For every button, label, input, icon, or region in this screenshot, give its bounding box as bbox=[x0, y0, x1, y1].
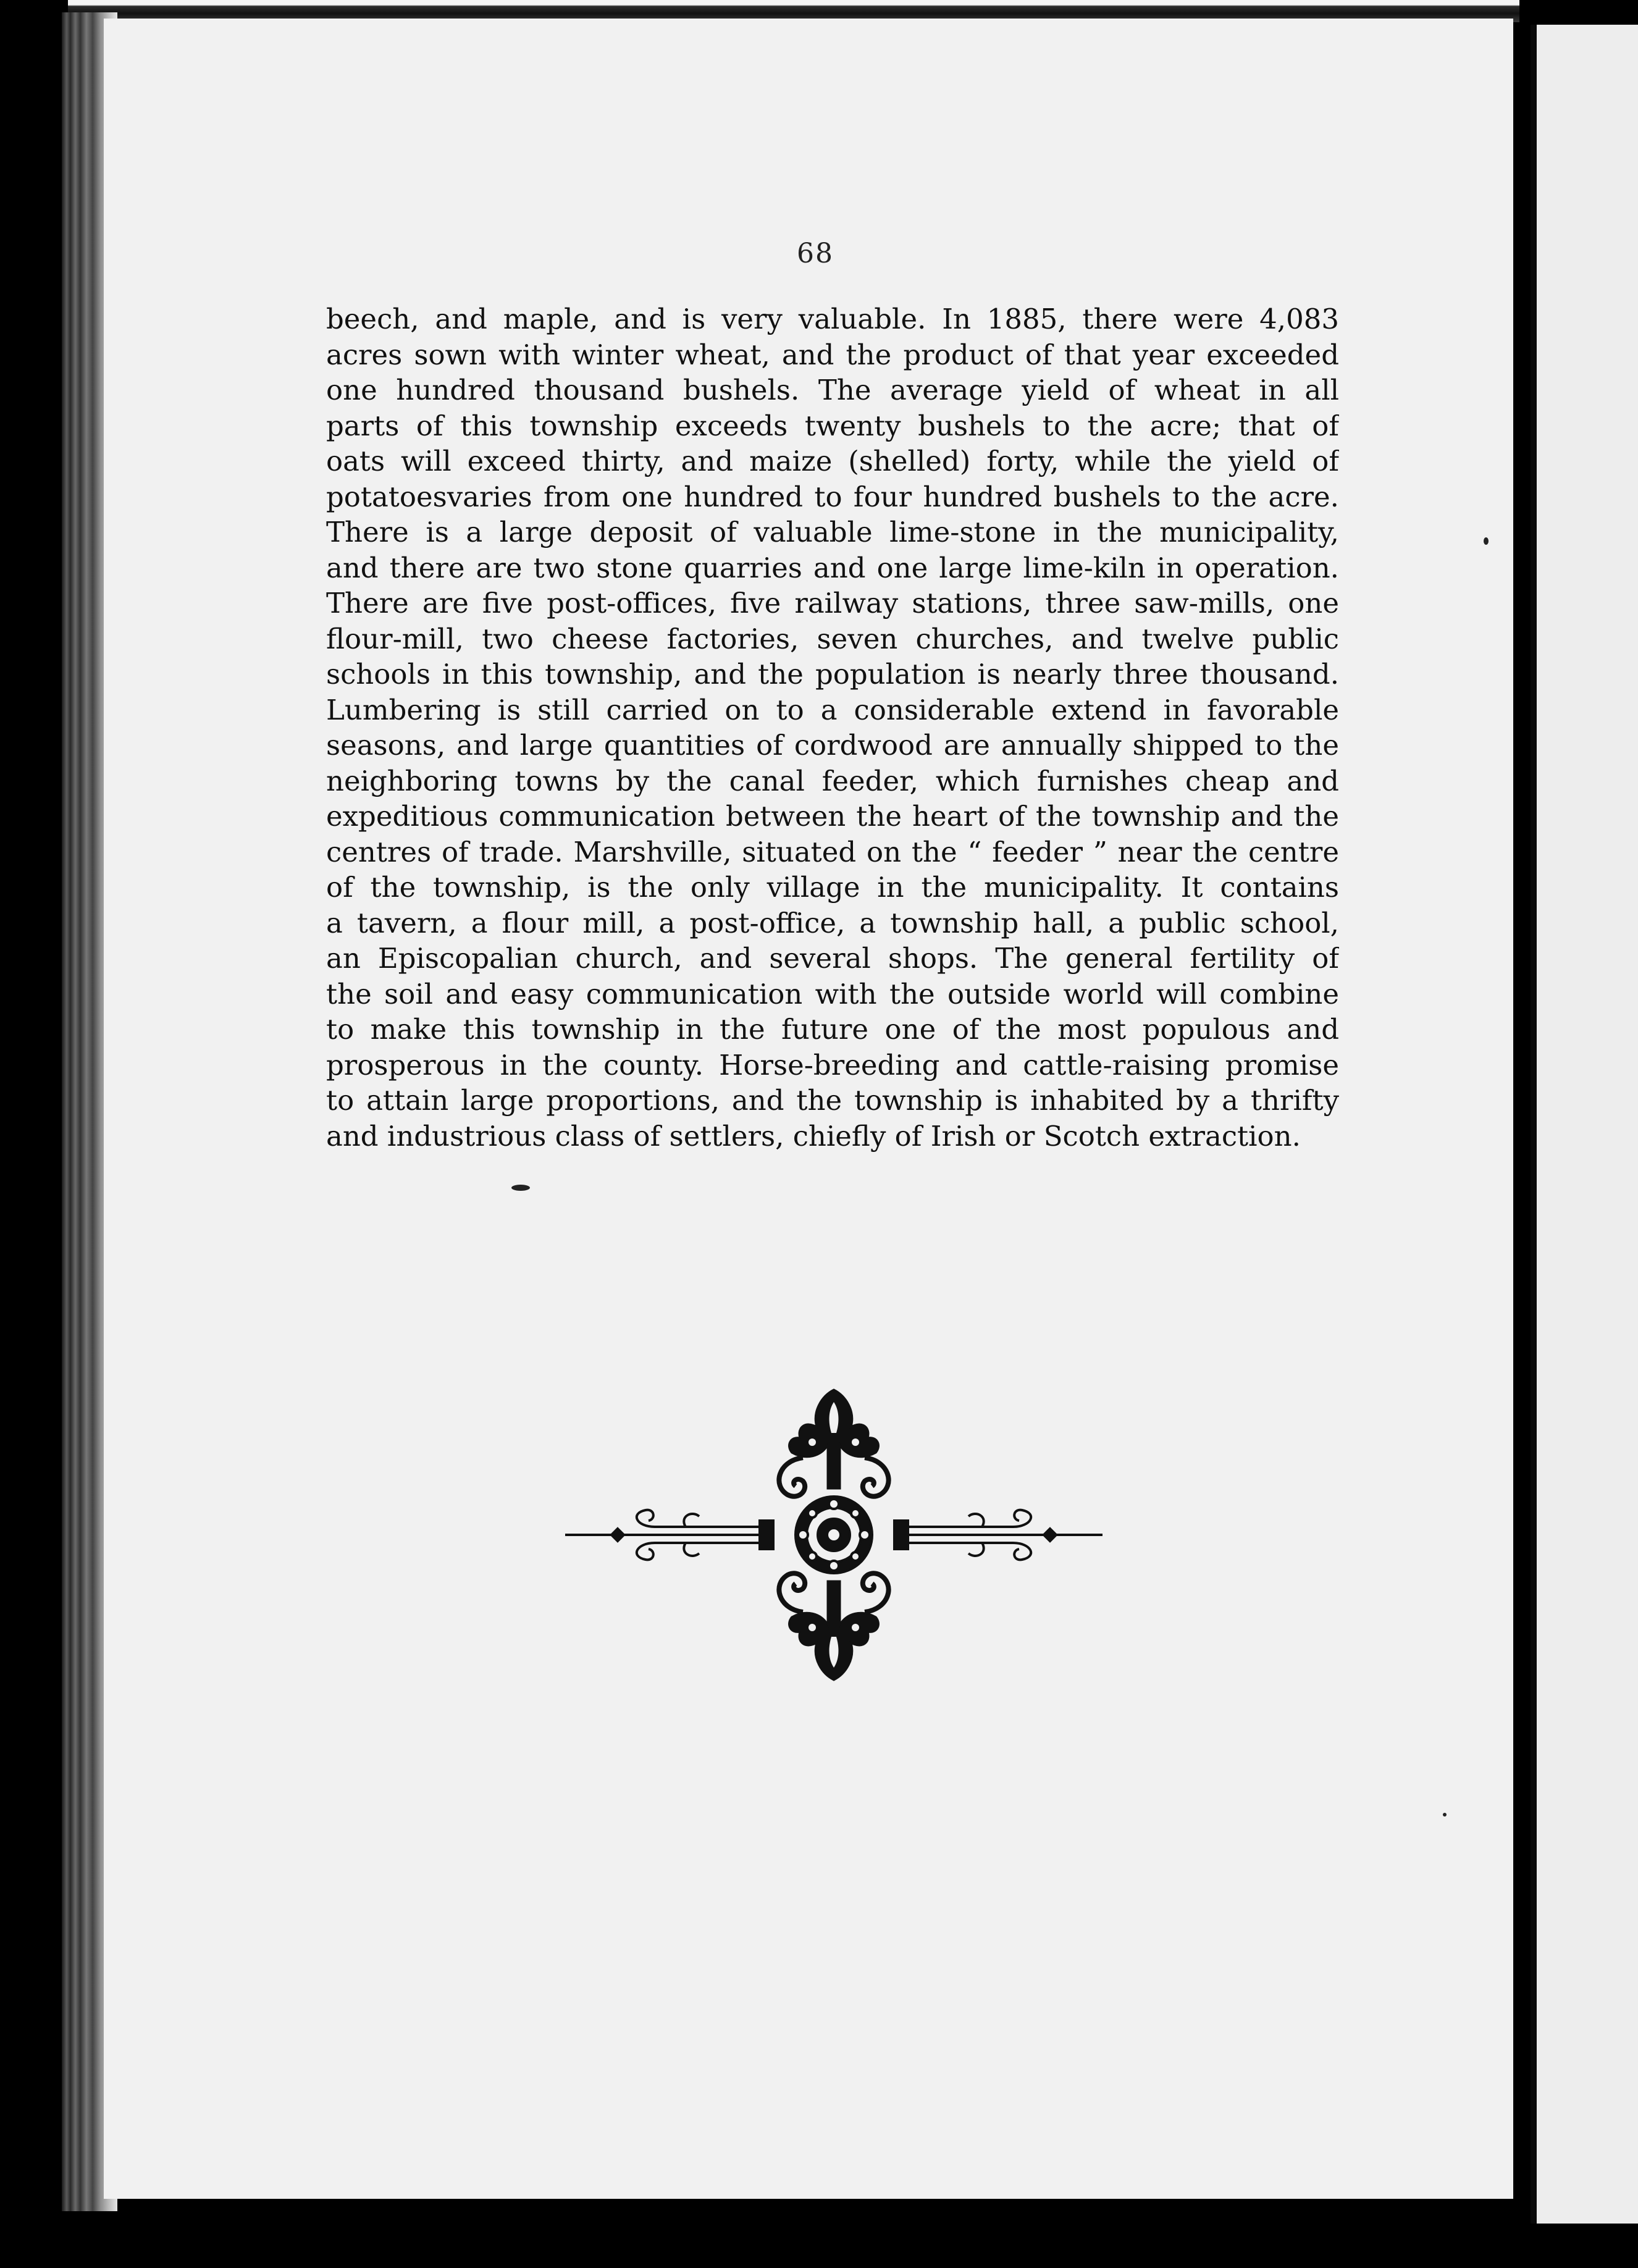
ink-speck bbox=[511, 1185, 530, 1191]
text-line: of the township, is the only village in the municipality. It contains bbox=[326, 871, 1339, 904]
text-line: There is a large deposit of valuable lime-stone in the municipality, bbox=[326, 516, 1339, 548]
text-line: the soil and easy communication with the outside world will combine bbox=[326, 977, 1339, 1010]
text-line: schools in this township, and the population is nearly three thousand. bbox=[326, 658, 1339, 691]
page-number: 68 bbox=[797, 238, 834, 269]
text-line: and there are two stone quarries and one large lime-kiln in operation. bbox=[326, 551, 1339, 584]
facing-page-strip bbox=[1531, 25, 1638, 2224]
text-line: potatoesvaries from one hundred to four hundred bushels to the acre. bbox=[326, 480, 1339, 513]
text-line: beech, and maple, and is very valuable. In 1885, there were 4,083 bbox=[326, 303, 1339, 335]
text-line: expeditious communication between the heart of the township and the bbox=[326, 800, 1339, 833]
text-line: Lumbering is still carried on to a considerable extend in favorable bbox=[326, 693, 1339, 726]
text-line: prosperous in the county. Horse-breeding and cattle-raising promise bbox=[326, 1048, 1339, 1082]
text-line: flour-mill, two cheese factories, seven churches, and twelve public bbox=[326, 622, 1339, 655]
text-line: and industrious class of settlers, chiefly of Irish or Scotch extraction. bbox=[326, 1119, 1301, 1153]
text-line: There are five post-offices, five railway stations, three saw-mills, one bbox=[326, 587, 1339, 620]
ink-speck bbox=[1443, 1813, 1447, 1816]
text-line: one hundred thousand bushels. The average yield of wheat in all bbox=[326, 374, 1339, 406]
fleuron-ornament-icon bbox=[562, 1384, 1106, 1686]
text-line: acres sown with winter wheat, and the product of that year exceeded bbox=[326, 338, 1339, 371]
text-line: oats will exceed thirty, and maize (shelled) forty, while the yield of bbox=[326, 445, 1339, 477]
text-line: to make this township in the future one of the most populous and bbox=[326, 1013, 1339, 1046]
body-paragraph bbox=[326, 301, 1339, 1154]
text-line: an Episcopalian church, and several shops. The general fertility of bbox=[326, 942, 1339, 975]
text-line: to attain large proportions, and the township is inhabited by a thrifty bbox=[326, 1084, 1339, 1117]
text-line: centres of trade. Marshville, situated on the “ feeder ” near the centre bbox=[326, 835, 1339, 868]
text-line: seasons, and large quantities of cordwood are annually shipped to the bbox=[326, 729, 1339, 762]
text-line: neighboring towns by the canal feeder, which furnishes cheap and bbox=[326, 764, 1339, 797]
text-line: parts of this township exceeds twenty bushels to the acre; that of bbox=[326, 409, 1339, 442]
ink-speck bbox=[1484, 537, 1489, 545]
text-line: a tavern, a flour mill, a post-office, a township hall, a public school, bbox=[326, 906, 1339, 939]
